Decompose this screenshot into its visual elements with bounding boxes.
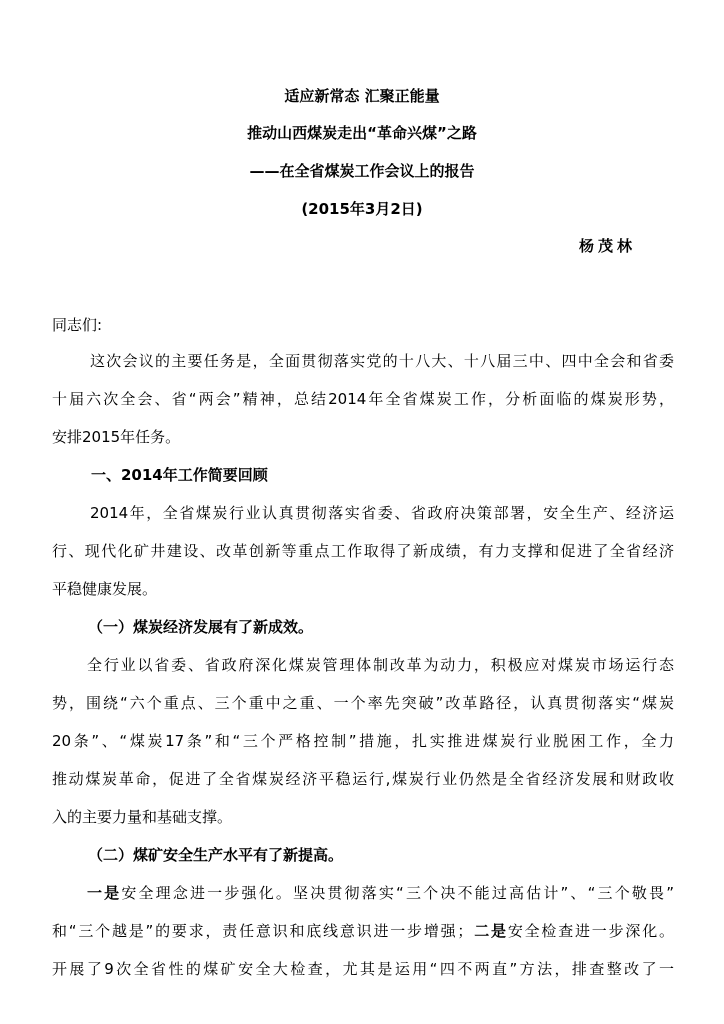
sub2-line-2b-text: 安全检查进一步深化。 — [507, 922, 674, 940]
report-date: (2015年3月2日) — [301, 200, 423, 218]
sub2-line-3: 开展了9次全省性的煤矿安全大检查，尤其是运用“四不两直”方法，排查整改了一 — [52, 960, 674, 978]
title-line-1: 适应新常态 汇聚正能量 — [284, 87, 440, 105]
intro-line-1: 这次会议的主要任务是，全面贯彻落实党的十八大、十八届三中、四中全会和省委 — [90, 352, 674, 370]
section1-p1-line-1: 2014年，全省煤炭行业认真贯彻落实省委、省政府决策部署，安全生产、经济运 — [90, 504, 674, 522]
section1-p1-line-3: 平稳健康发展。 — [52, 580, 158, 598]
sub1-line-3: 20条”、“煤炭17条”和“三个严格控制”措施，扎实推进煤炭行业脱困工作，全力 — [52, 732, 674, 750]
sub2-marker-first: 一是 — [87, 884, 122, 902]
sub2-line-1-text: 安全理念进一步强化。坚决贯彻落实“三个决不能过高估计”、“三个敬畏” — [121, 884, 674, 902]
sub2-line-1 — [87, 883, 674, 903]
subsection-heading-2: （二）煤矿安全生产水平有了新提高。 — [88, 846, 344, 864]
intro-line-3: 安排2015年任务。 — [52, 428, 181, 446]
sub1-line-1: 全行业以省委、省政府深化煤炭管理体制改革为动力，积极应对煤炭市场运行态 — [87, 656, 674, 674]
section1-p1-line-2: 行、现代化矿井建设、改革创新等重点工作取得了新成绩，有力支撑和促进了全省经济 — [52, 542, 674, 560]
sub2-line-2a-text: 和“三个越是”的要求，责任意识和底线意识进一步增强； — [52, 922, 473, 940]
sub1-line-2: 势，围绕“六个重点、三个重中之重、一个率先突破”改革路径，认真贯彻落实“煤炭 — [52, 694, 674, 712]
salutation: 同志们: — [52, 316, 103, 334]
title-line-3: ——在全省煤炭工作会议上的报告 — [249, 162, 475, 180]
section-heading-1: 一、2014年工作简要回顾 — [91, 466, 268, 484]
sub2-marker-second: 二是 — [472, 922, 508, 940]
author-name: 杨茂林 — [578, 237, 636, 255]
sub1-line-5: 入的主要力量和基础支撑。 — [52, 808, 233, 826]
subsection-heading-1: （一）煤炭经济发展有了新成效。 — [88, 618, 314, 636]
sub1-line-4: 推动煤炭革命，促进了全省煤炭经济平稳运行,煤炭行业仍然是全省经济发展和财政收 — [52, 770, 674, 788]
sub2-line-2 — [52, 921, 674, 941]
title-line-2: 推动山西煤炭走出“革命兴煤”之路 — [247, 124, 477, 142]
intro-line-2: 十届六次全会、省“两会”精神，总结2014年全省煤炭工作，分析面临的煤炭形势， — [52, 390, 674, 408]
